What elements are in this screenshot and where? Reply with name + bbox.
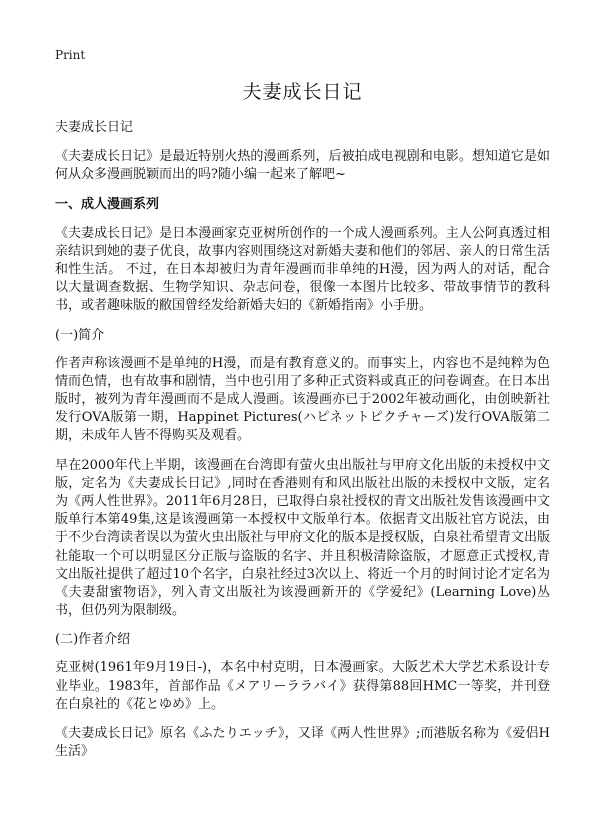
- section-paragraph-adult-manga: 《夫妻成长日记》是日本漫画家克亚树所创作的一个成人漫画系列。主人公阿真透过相亲结识到她的妻子优良，故事内容则围绕这对新婚夫妻和他们的邻居、亲人的日常生活和性生活。 不过，在日本却被归为青年漫画而非单纯的H漫，因为两人的对话，配合以大量调查数据、生物学知识、杂志问卷，很像一本图片比较多、带故事情节的教科书，或者趣味版的敝国曾经发给新婚夫妇的《新婚指南》小手册。: [55, 225, 550, 314]
- page-title: 夫妻成长日记: [242, 81, 363, 103]
- section-heading-adult-manga: 一、成人漫画系列: [55, 196, 160, 212]
- author-paragraph-2: 《夫妻成长日记》原名《ふたりエッチ》，又译《两人性世界》;而港版名称为《爱侣H生活》: [55, 726, 550, 760]
- introduction-paragraph-1: 作者声称该漫画不是单纯的H漫，而是有教育意义的。而事实上，内容也不是纯粹为色情而色情，也有故事和剧情，当中也引用了多种正式资料或真正的问卷调查。在日本出版时，被列为青年漫画而不是成人漫画。该漫画亦已于2002年被动画化，由创映新社发行OVA版第一期，Happinet Pictures(ハピネットピクチャーズ)发行OVA版第二期，未成年人皆不得购买及观看。: [55, 355, 550, 444]
- subtitle: 夫妻成长日记: [55, 120, 134, 135]
- author-paragraph-1: 克亚树(1961年9月19日-)，本名中村克明，日本漫画家。大阪艺术大学艺术系设计专业毕业。1983年，首部作品《メアリーララバイ》获得第88回HMC一等奖，并刊登在白泉社的《花とゆめ》上。: [55, 660, 550, 712]
- subsection-heading-introduction: (一)简介: [55, 327, 105, 343]
- subsection-heading-author: (二)作者介绍: [55, 632, 131, 648]
- intro-paragraph: 《夫妻成长日记》是最近特别火热的漫画系列，后被拍成电视剧和电影。想知道它是如何从众多漫画脱颖而出的吗?随小编一起来了解吧~: [55, 149, 550, 183]
- introduction-paragraph-2: 早在2000年代上半期，该漫画在台湾即有萤火虫出版社与甲府文化出版的未授权中文版，定名为《夫妻成长日记》,同时在香港则有和风出版社出版的未授权中文版，定名为《两人性世界》。2011年6月28日，已取得白泉社授权的青文出版社发售该漫画中文版单行本第49集,这是该漫画第一本授权中文版单行本。依据青文出版社官方说法，由于不少台湾读者误以为萤火虫出版社与甲府文化的版本是授权版，白泉社希望青文出版社能取一个可以明显区分正版与盗版的名字、并且积极清除盗版，才愿意正式授权,青文出版社提供了超过10个名字，白泉社经过3次以上、将近一个月的时间讨论才定名为《夫妻甜蜜物语》，列入青文出版社为该漫画新开的《学爱纪》(Learning Love)丛书，但仍列为限制级。: [55, 457, 550, 619]
- print-link[interactable]: Print: [55, 48, 86, 62]
